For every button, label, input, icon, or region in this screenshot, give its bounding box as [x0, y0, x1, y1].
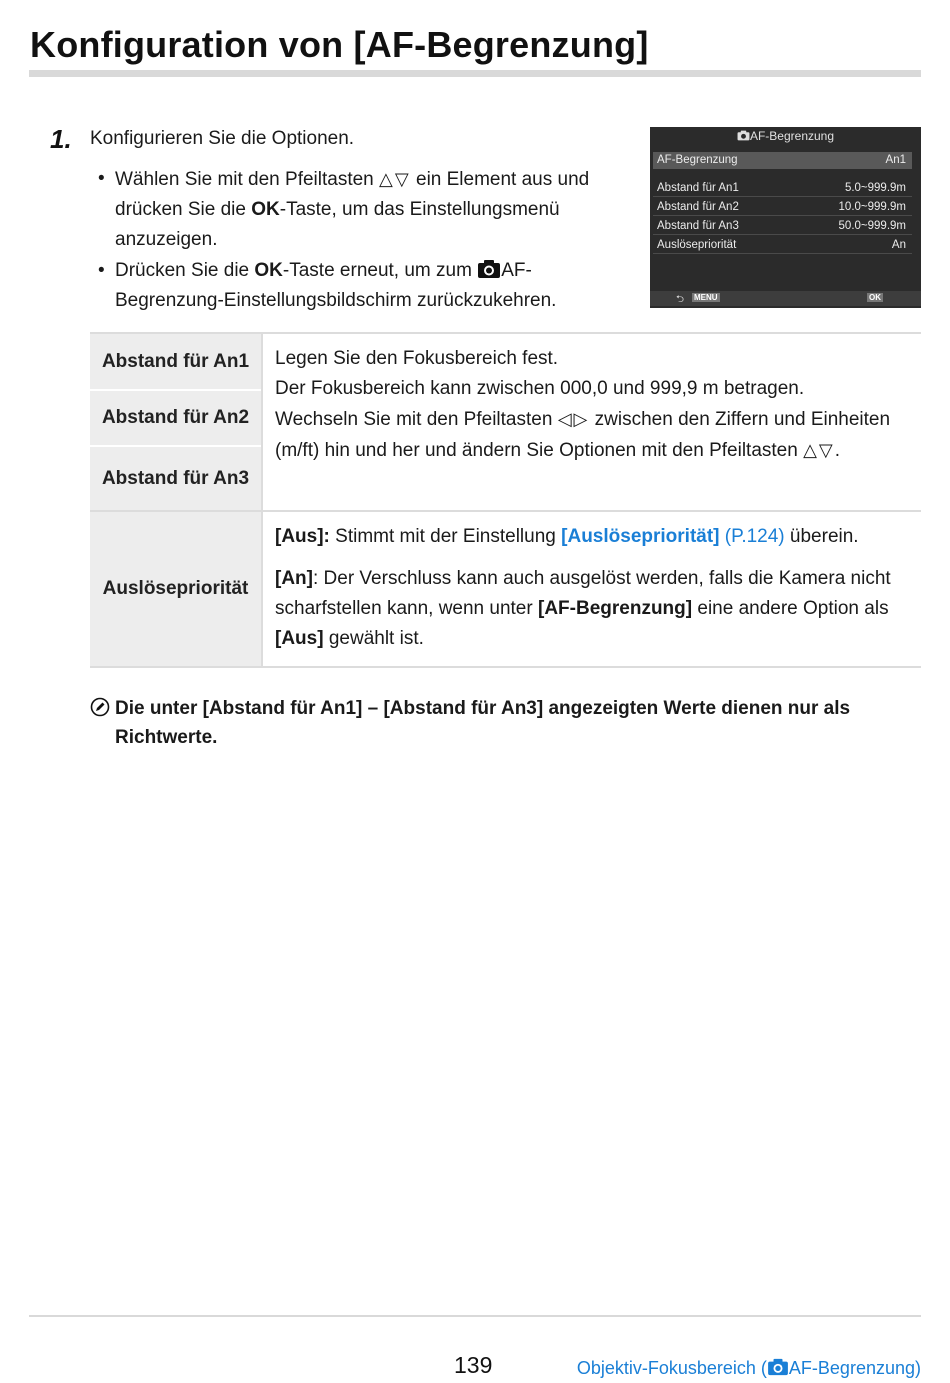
- page-number: 139: [454, 1352, 493, 1378]
- desc-text: gewählt ist.: [328, 628, 424, 649]
- desc-aus: [275, 522, 915, 552]
- option-label: [Aus]: [275, 628, 324, 649]
- page-title: Konfiguration von [AF-Begrenzung]: [30, 24, 649, 65]
- header-distance-an1: Abstand für An1: [90, 334, 261, 389]
- desc-line: [275, 404, 915, 466]
- desc-text: .: [834, 440, 841, 461]
- camera-icon: [767, 1358, 789, 1376]
- step-bullets: [98, 164, 618, 317]
- desc-text: Wechseln Sie mit den Pfeiltasten: [275, 409, 553, 430]
- screen-row-release-priority[interactable]: [653, 237, 912, 254]
- row-label: Abstand für An3: [657, 220, 739, 232]
- row-label: AF-Begrenzung: [657, 154, 738, 166]
- desc-an: [275, 564, 915, 654]
- menu-button-label[interactable]: MENU: [694, 293, 718, 302]
- row-value: An: [891, 239, 906, 251]
- desc-text: Stimmt mit der Einstellung: [335, 526, 556, 547]
- options-table: [90, 332, 921, 668]
- row-value: 5.0~999.9m: [844, 182, 906, 194]
- ok-key-label: OK: [251, 199, 280, 220]
- distance-description: [275, 344, 915, 466]
- camera-icon: [737, 130, 750, 141]
- screen-title: AF-Begrenzung: [749, 129, 835, 143]
- release-priority-link[interactable]: [Auslösepriorität]: [561, 526, 720, 547]
- header-distance-an2: Abstand für An2: [90, 391, 261, 445]
- table-bottom-rule: [90, 666, 921, 668]
- desc-text: : Der Verschluss kann auch ausgelöst werden, falls die Kamera nicht scharfstellen kann, wenn unter: [275, 568, 891, 619]
- bullet-text: ein Element aus und drücken Sie die: [115, 169, 590, 220]
- bullet-text: Drücken Sie die: [115, 260, 250, 281]
- column-divider: [261, 334, 263, 510]
- step-text: Konfigurieren Sie die Optionen.: [90, 128, 355, 149]
- screen-row-distance-an2[interactable]: [653, 199, 912, 216]
- screen-footer: [650, 291, 921, 306]
- back-arrow-icon: ⮌: [676, 294, 685, 305]
- row-label: Auslösepriorität: [657, 239, 737, 251]
- up-down-arrows-icon: △▽: [803, 440, 835, 460]
- section-link-text: AF-Begrenzung): [788, 1358, 921, 1378]
- row-value: 50.0~999.9m: [838, 220, 906, 232]
- ok-key-label: OK: [254, 260, 283, 281]
- ok-button-label[interactable]: OK: [869, 293, 881, 302]
- header-distance-an3: Abstand für An3: [90, 447, 261, 510]
- bullet-text: -Taste erneut, um zum: [282, 260, 472, 281]
- section-link[interactable]: [577, 1358, 921, 1379]
- note-text: Die unter [Abstand für An1] – [Abstand für An3] angezeigten Werte dienen nur als Richtwerte.: [115, 698, 851, 748]
- menu-name: [AF-Begrenzung]: [538, 598, 693, 619]
- bullet-dot: •: [98, 260, 105, 281]
- camera-screen: [650, 127, 921, 308]
- screen-row-distance-an1[interactable]: [653, 180, 912, 197]
- section-link-text: Objektiv-Fokusbereich (: [576, 1358, 767, 1378]
- bullet-dot: •: [98, 168, 105, 189]
- note: [90, 694, 890, 752]
- up-down-arrows-icon: △▽: [379, 169, 411, 189]
- screen-row-distance-an3[interactable]: [653, 218, 912, 235]
- release-priority-description: [275, 522, 915, 654]
- row-label: Abstand für An1: [657, 182, 739, 194]
- screen-row-af-limit[interactable]: [653, 152, 912, 169]
- desc-line: Legen Sie den Fokusbereich fest.: [275, 348, 559, 369]
- left-right-arrows-icon: ◁▷: [557, 409, 590, 429]
- row-value: 10.0~999.9m: [838, 201, 906, 213]
- bullet-text: AF-Begrenzung-Einstellungsbildschirm zurückzukehren.: [115, 260, 557, 311]
- desc-text: überein.: [789, 526, 859, 547]
- bullet-select-item: [98, 164, 618, 255]
- option-label: [An]: [275, 568, 313, 589]
- header-release-priority: Auslösepriorität: [90, 512, 261, 666]
- screen-header: [650, 129, 921, 149]
- desc-line: Der Fokusbereich kann zwischen 000,0 und 999,9 m betragen.: [275, 378, 805, 399]
- bullet-text: -Taste, um das Einstellungsmenü anzuzeigen.: [115, 199, 560, 250]
- desc-text: eine andere Option als: [697, 598, 889, 619]
- footer-rule: [29, 1315, 921, 1317]
- row-value: An1: [885, 154, 906, 166]
- title-underline: [29, 70, 921, 77]
- bullet-text: Wählen Sie mit den Pfeiltasten: [115, 169, 374, 190]
- bullet-return: [98, 256, 618, 316]
- camera-icon: [477, 259, 501, 279]
- note-pencil-icon: [90, 697, 110, 717]
- desc-text: zwischen den Ziffern und Einheiten (m/ft) hin und her und ändern Sie Optionen mit den Pfeiltasten: [275, 409, 891, 461]
- page-reference-link[interactable]: (P.124): [724, 526, 785, 547]
- column-divider: [261, 512, 263, 666]
- step-number: 1.: [50, 124, 72, 154]
- row-label: Abstand für An2: [657, 201, 739, 213]
- option-label: [Aus]:: [275, 526, 330, 547]
